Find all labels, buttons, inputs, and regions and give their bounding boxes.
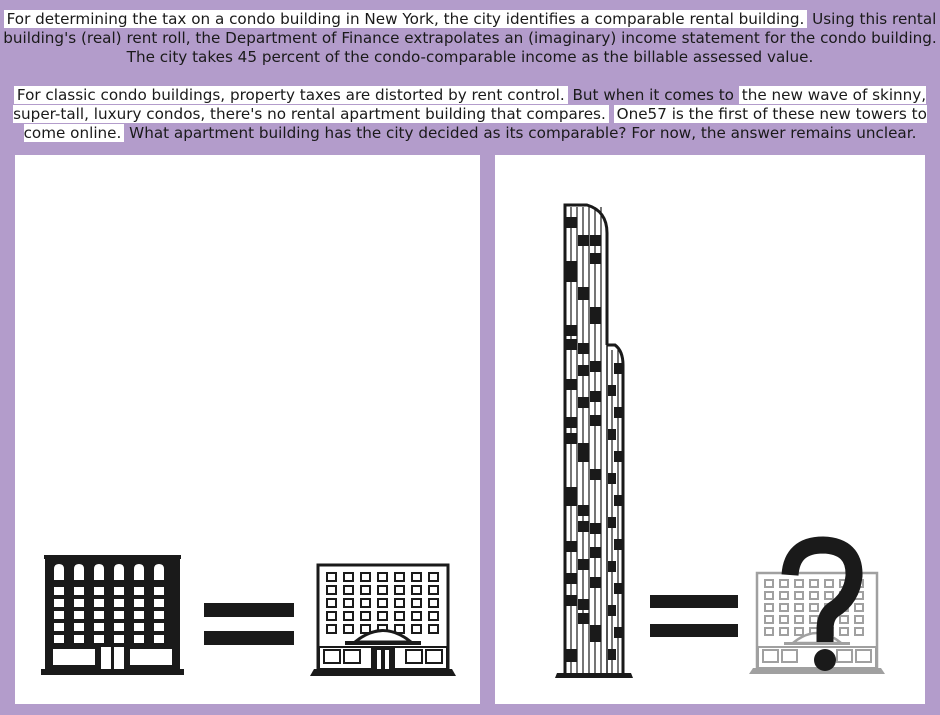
panel-classic-condo: [15, 155, 480, 704]
p2-segment: What apartment building has the city decided as its comparable? For now, the answer remains unclear.: [124, 124, 917, 142]
rental-building-icon: [310, 565, 456, 676]
p1-segment: Using this rental building's (real) rent roll, the Department of Finance extrapolates an (imaginary) income statement for the condo building. The city takes 45 percent of the condo-comparable income as the billable assessed value.: [3, 10, 937, 66]
p2-segment: One57 is the first of these new towers to come online.: [23, 105, 927, 142]
panel-super-tall-condo: [495, 155, 925, 704]
p2-segment: But when it comes to: [567, 86, 739, 104]
paragraph-two: [0, 86, 940, 143]
equals-sign-icon: [204, 603, 294, 645]
paragraph-one: [0, 10, 940, 67]
p2-segment: [609, 105, 614, 123]
p1-segment: For determining the tax on a condo building in New York, the city identifies a comparable rental building.: [4, 10, 808, 28]
skinny-tower-icon: [555, 205, 633, 678]
p2-segment: For classic condo buildings, property taxes are distorted by rent control.: [14, 86, 568, 104]
p2-segment: the new wave of skinny, super-tall, luxury condos, there's no rental apartment building that compares.: [13, 86, 927, 123]
condo-building-icon: [41, 555, 184, 675]
equals-sign-icon: [650, 595, 738, 637]
